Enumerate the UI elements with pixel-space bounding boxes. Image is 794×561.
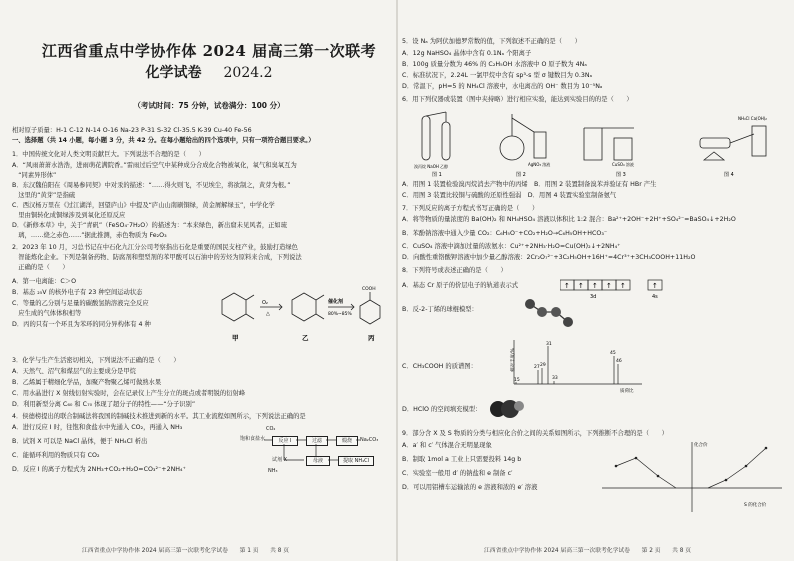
exam-subject bbox=[34, 62, 384, 82]
flow-gas-nh3: NH₃ bbox=[268, 468, 278, 474]
subject-label: 化学试卷 bbox=[145, 65, 202, 81]
question-text: D．反应 I 的离子方程式为 2NH₃+CO₂+H₂O=CO₃²⁻+2NH₄⁺ bbox=[12, 466, 186, 473]
question-text: C．用水晶进行 X 射线衍射实验时，会在记录仪上产生分立的斑点或者明锐的衍射峰 bbox=[12, 390, 246, 397]
question-text: A．12g NaHSO₄ 晶体中含有 0.1Nₐ 个阳离子 bbox=[402, 50, 532, 57]
fig3-label: 图 3 bbox=[616, 172, 626, 178]
question-text: B．反-2-丁烯的球棍模型： bbox=[402, 306, 478, 313]
ms-label-31: 31 bbox=[546, 342, 552, 347]
label-jia: 甲 bbox=[232, 334, 239, 342]
question-text: C．CH₃COOH 的质谱图： bbox=[402, 363, 477, 370]
reagent-heat: △ bbox=[266, 311, 270, 317]
beaker-cuso4 bbox=[614, 138, 632, 160]
question-text: 9．部分含 X 及 S 物质的分类与相应化合价之间的关系如图所示，下列推断不合理的是（ ） bbox=[402, 430, 668, 437]
question-text: B．试剂 X 可以是 NaCl 晶体，便于 NH₄Cl 析出 bbox=[12, 438, 148, 445]
ms-xlabel: 质荷比 bbox=[620, 389, 634, 394]
cooh-label: COOH bbox=[362, 287, 376, 292]
valence-xlabel: S 的化合价 bbox=[744, 503, 767, 508]
question-text: C．能循环利用的物质只有 CO₂ bbox=[12, 452, 100, 459]
question-text: 这里的“黄芽”是指硫 bbox=[12, 192, 76, 199]
question-text: D．HClO 的空间填充模型： bbox=[402, 406, 482, 413]
round-flask bbox=[500, 136, 524, 160]
beaker-agno3 bbox=[534, 132, 546, 158]
q9-valence-diagram bbox=[596, 436, 786, 516]
question-text: B．乙烯属于精细化学品，加聚产物聚乙烯可做熟水果 bbox=[12, 379, 162, 386]
question-text: “同素异形体” bbox=[12, 172, 57, 179]
question-text: D．《新修本草》中，关于“青矾”（FeSO₄·7H₂O）的描述为：“本来绿色，新出窟未见风者，正如琉 bbox=[12, 222, 288, 229]
page-fold bbox=[396, 0, 398, 561]
hclo-filling-model bbox=[486, 396, 526, 422]
fig4-label: 图 4 bbox=[724, 172, 734, 178]
question-text: 智能炼化企业。下列是制备药物、防腐剂和塑型剂的苯甲酸可以石油中的芳烃为原料来合成，下列说法 bbox=[12, 254, 302, 261]
page-1 bbox=[4, 0, 394, 561]
question-text: 璃，……烧之赤色……”据此推测，赤色物质为 Fe₂O₃ bbox=[12, 232, 167, 239]
flow-box-reaction: 反应 I bbox=[272, 436, 298, 446]
label-bing: 丙 bbox=[368, 334, 375, 342]
svg-text:↑: ↑ bbox=[592, 282, 598, 290]
question-text: B．东汉魏伯阳在《周易参同契》中对汞的描述：“……得火则飞，不见埃尘，将欲制之，黄芽为根。” bbox=[12, 182, 291, 189]
question-text: 5．设 Nₐ 为阿伏加德罗常数的值，下列叙述不正确的是（ ） bbox=[402, 38, 581, 45]
question-text: A．天然气、沼气和煤层气的主要成分是甲烷 bbox=[12, 368, 136, 375]
flow-reagent-x: 试剂 X bbox=[272, 457, 288, 463]
question-text: A．“风雨萧萧水浩浩，进雨萌花满院香。”雷雨过后空气中某种成分合成化合物被氧化，氧气和臭氧互为 bbox=[12, 162, 297, 169]
question-text: 1．中国传统文化对人类文明贡献巨大。下列说法不合理的是（ ） bbox=[12, 151, 205, 158]
x-series-line bbox=[616, 458, 676, 488]
ball-stick-model bbox=[518, 296, 578, 330]
question-text: A．进行反应 I 时，往饱和食盐水中先通入 CO₂，再通入 NH₃ bbox=[12, 424, 183, 431]
ms-label-33: 33 bbox=[552, 376, 558, 381]
benzene-ring-yi bbox=[292, 293, 316, 321]
question-text: D．丙的只有一个环且为苯环的同分异构体有 4 种 bbox=[12, 321, 151, 328]
flow-input-label: 饱和食盐水 bbox=[240, 436, 266, 442]
test-tube-1 bbox=[422, 116, 430, 160]
label-yi: 乙 bbox=[302, 334, 309, 342]
point-e-prime bbox=[765, 447, 768, 450]
question-text: 里由铜转化成铜绿涉及到氧化还原反应 bbox=[12, 212, 126, 219]
ms-label-15: 15 bbox=[514, 378, 520, 383]
question-text: B．基态 ₂₅V 的核外电子有 23 种空间运动状态 bbox=[12, 289, 143, 296]
question-text: D．向酸性重铬酸钾溶液中加少量乙醇溶液：2Cr₂O₇²⁻+3C₂H₅OH+16H⁺=4Cr³⁺+3CH₃COOH+11H₂O bbox=[402, 254, 696, 261]
question-text: B．100g 质量分数为 46% 的 C₂H₅OH 水溶液中 O 原子数为 4Nₐ bbox=[402, 61, 587, 68]
question-text: 应生成的气体体积相等 bbox=[12, 310, 82, 317]
label-4s: 4s bbox=[652, 294, 658, 300]
exam-info: （考试时间：75 分钟，试卷满分：100 分） bbox=[133, 101, 285, 110]
benzene-ring-jia bbox=[222, 293, 246, 321]
question-text: B．苯酚钠溶液中通入少量 CO₂：C₆H₅O⁻+CO₂+H₂O→C₆H₅OH+HCO₃⁻ bbox=[402, 230, 608, 237]
ms-label-27: 27 bbox=[534, 365, 540, 370]
point-b bbox=[635, 457, 638, 460]
section-one-heading: 一、选择题（共 14 小题，每小题 3 分，共 42 分。在每小题给出的四个选项中，只有一项符合题目要求。） bbox=[12, 137, 315, 144]
point-c bbox=[657, 475, 660, 478]
question-text: A．基态 Cr 原子的价层电子的轨道表示式 bbox=[402, 282, 519, 289]
question-text: A．用图 1 装置检验溴丙烷消去产物中的丙烯 B．用图 2 装置制备溴苯并验证有 HBr 产生 bbox=[402, 181, 657, 188]
spin-up-arrow: ↑ bbox=[564, 282, 570, 290]
page-2 bbox=[400, 0, 790, 561]
svg-text:↑: ↑ bbox=[620, 282, 626, 290]
q2-structure-figure bbox=[204, 282, 386, 348]
flow-arrows bbox=[240, 430, 380, 474]
fig1-label: 图 1 bbox=[432, 172, 442, 178]
svg-text:↑: ↑ bbox=[606, 282, 612, 290]
question-text: A．a′ 和 c′ 气体混合无明显现象 bbox=[402, 442, 492, 449]
valence-ylabel: 化合价 bbox=[694, 443, 708, 448]
question-text: A．将等物质的量浓度的 Ba(OH)₂ 和 NH₄HSO₄ 溶液以体积比 1:2 混合：Ba²⁺+2OH⁻+2H⁺+SO₄²⁻=BaSO₄↓+2H₂O bbox=[402, 216, 736, 223]
question-text: 3．化学与生产生活密切相关，下列说法不正确的是（ ） bbox=[12, 357, 180, 364]
catalyst-label: 催化剂 bbox=[328, 299, 344, 305]
question-text: 正确的是（ ） bbox=[12, 264, 69, 271]
page-2-footer: 江西省重点中学协作体 2024 届高三第一次联考化学试卷 第 2 页 共 8 页 bbox=[484, 548, 692, 554]
point-a bbox=[615, 465, 618, 468]
exam-title: 江西省重点中学协作体 2024 届高三第一次联考 bbox=[41, 42, 377, 60]
point-d-prime bbox=[745, 465, 748, 468]
heating-tube bbox=[700, 138, 730, 148]
page-1-footer: 江西省重点中学协作体 2024 届高三第一次联考化学试卷 第 1 页 共 8 页 bbox=[82, 548, 290, 554]
ms-label-46: 46 bbox=[616, 359, 622, 364]
flow-box-extract: 提取 NH₄Cl bbox=[338, 456, 374, 466]
svg-text:↑: ↑ bbox=[578, 282, 584, 290]
ms-ylabel: 相对丰度/% bbox=[511, 348, 516, 372]
flow-gas-co2: CO₂ bbox=[266, 426, 276, 432]
question-text: D．利用新型分离 C₆₀ 和 C₇₀ 体现了超分子的特性——“分子识别” bbox=[12, 401, 196, 408]
question-text: 4．侯德榜提出的联合制碱法将我国的制碱技术推进到新的水平。其工业流程如图所示，下列说法正确的是 bbox=[12, 413, 306, 420]
question-text: C．西汉杨万里在《过江湖洋，回望庐山》中提及“庐山山南刷铜绿，黄金屑解绿玉”，中学化学 bbox=[12, 202, 275, 209]
fig2-label: 图 2 bbox=[516, 172, 526, 178]
fig2-note: AgNO₃ 溶液 bbox=[528, 162, 551, 167]
benzene-ring-bing bbox=[360, 300, 380, 324]
flow-box-calcine: 煅烧 bbox=[336, 436, 358, 446]
question-text: B．制取 1mol a 工业上只需要投料 14g b bbox=[402, 456, 522, 463]
atomic-masses: 相对原子质量：H-1 C-12 N-14 O-16 Na-23 P-31 S-32 Cl-35.5 K-39 Cu-40 Fe-56 bbox=[12, 127, 252, 134]
point-c-prime bbox=[725, 479, 728, 482]
flow-box-mother-liquor: 母液 bbox=[306, 456, 330, 466]
yield-label: 80%~85% bbox=[328, 312, 352, 317]
collector bbox=[752, 126, 766, 156]
reagent-o2: O₂ bbox=[262, 300, 268, 306]
test-tube-2 bbox=[442, 122, 450, 160]
q6-apparatus-figure bbox=[404, 108, 784, 178]
question-text: D．常温下，pH=5 的 NH₄Cl 溶液中，水电离出的 OH⁻ 数目为 10⁻⁵Nₐ bbox=[402, 83, 603, 90]
flow-box-filter: 过滤 bbox=[306, 436, 328, 446]
question-text: A．第一电离能：C＞O bbox=[12, 278, 77, 285]
fig4-note: NH₄Cl Ca(OH)₂ bbox=[738, 116, 767, 121]
question-text: 8．下列符号或表述正确的是（ ） bbox=[402, 267, 507, 274]
question-text: C．用图 3 装置比较铜与硫酸的还原性强弱 D．用图 4 装置实验室制备氨气 bbox=[402, 192, 617, 199]
alcohol-lamp bbox=[704, 152, 724, 160]
mass-spectrum-chart bbox=[496, 336, 646, 394]
question-text: C．CuSO₄ 溶液中滴加过量的浓氨水：Cu²⁺+2NH₃·H₂O=Cu(OH)₂↓+2NH₄⁺ bbox=[402, 243, 621, 250]
question-text: 6．用下列仪器或装置（图中夹持略）进行相应实验，能达到实验目的的是（ ） bbox=[402, 96, 633, 103]
question-text: D．可以用铝槽车运输浓的 e 溶液和浓的 e′ 溶液 bbox=[402, 484, 538, 491]
fig3-note: CuSO₄ 溶液 bbox=[612, 162, 634, 167]
ms-label-29: 29 bbox=[540, 363, 546, 368]
question-text: 2．2023 年 10 月，习总书记在中石化九江分公司考察指出石化是重要的国民支柱产业，鼓励打造绿色 bbox=[12, 244, 298, 251]
question-text: C．标准状况下，2.24L 一氯甲烷中含有 sp³-s 型 σ 键数目为 0.3Nₐ bbox=[402, 72, 593, 79]
flow-product-label: Na₂CO₃ bbox=[360, 437, 379, 443]
ms-label-45: 45 bbox=[610, 351, 616, 356]
label-3d: 3d bbox=[590, 294, 597, 300]
s-series-line bbox=[708, 448, 766, 488]
question-text: C．实验室一般用 d′ 的钠盐和 e 制备 c′ bbox=[402, 470, 513, 477]
question-text: 7．下列反应的离子方程式书写正确的是（ ） bbox=[402, 205, 539, 212]
fig1-note: 溴丙烷 NaOH 乙醇 bbox=[414, 164, 449, 169]
question-text: C．等量的乙分别与足量的碳酸氢钠溶液完全反应 bbox=[12, 300, 149, 307]
exam-date: 2024.2 bbox=[223, 65, 273, 81]
svg-text:↑: ↑ bbox=[652, 282, 658, 290]
